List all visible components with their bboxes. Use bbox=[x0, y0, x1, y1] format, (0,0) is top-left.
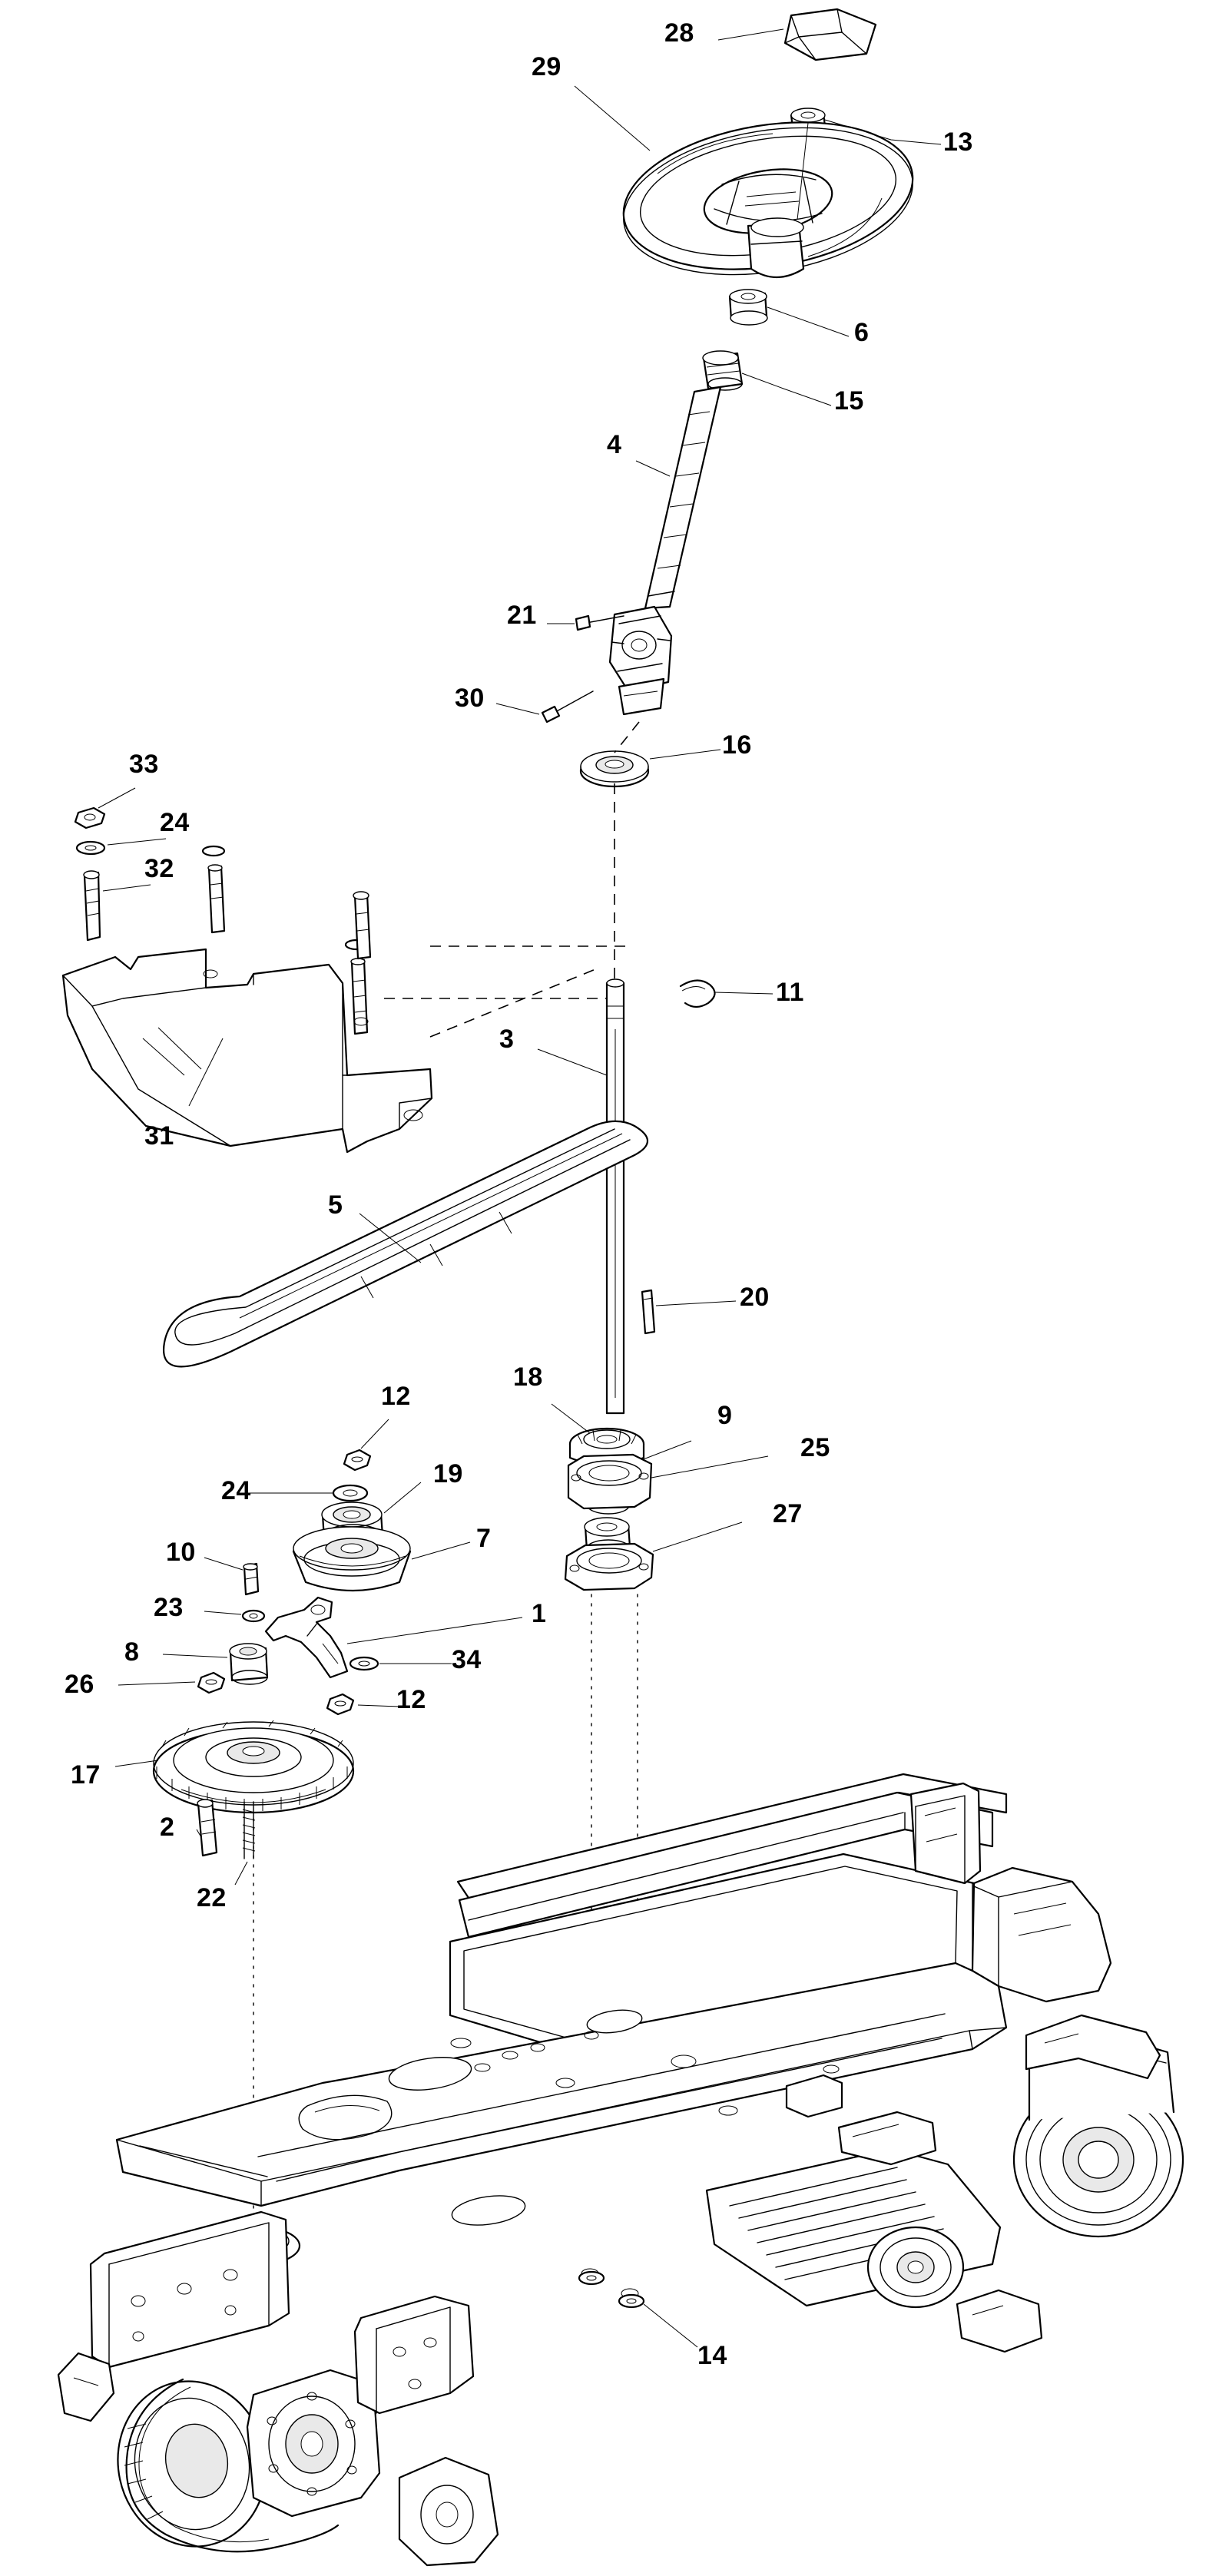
callout-28: 28 bbox=[664, 18, 694, 48]
lower-steering-shaft bbox=[607, 979, 624, 1413]
leader-26 bbox=[118, 1682, 195, 1685]
callout-15: 15 bbox=[834, 386, 864, 416]
leader-22 bbox=[235, 1862, 247, 1885]
frame-assembly bbox=[58, 1774, 1183, 2565]
leader-30 bbox=[496, 704, 539, 714]
callout-11: 11 bbox=[776, 978, 804, 1007]
leader-4 bbox=[636, 461, 670, 476]
leader-3 bbox=[538, 1049, 607, 1075]
leader-11 bbox=[714, 992, 773, 994]
nut-26 bbox=[198, 1673, 224, 1693]
u-joint-set-screw bbox=[542, 691, 593, 722]
upper-steering-shaft bbox=[645, 387, 721, 608]
flange-bearing bbox=[581, 751, 648, 786]
callout-32: 32 bbox=[144, 854, 174, 883]
leader-17 bbox=[115, 1760, 158, 1766]
leader-33 bbox=[98, 788, 135, 808]
callout-4: 4 bbox=[607, 430, 622, 459]
callout-34: 34 bbox=[452, 1645, 482, 1674]
steering-belt bbox=[164, 1121, 648, 1366]
steering-wheel-cap bbox=[785, 9, 876, 60]
leader-16 bbox=[650, 750, 721, 759]
bearing-flangette-25 bbox=[568, 1455, 651, 1508]
roll-pin bbox=[642, 1290, 654, 1333]
leader-10 bbox=[204, 1558, 243, 1570]
callout-9: 9 bbox=[717, 1401, 733, 1430]
leader-28 bbox=[718, 29, 783, 40]
callout-7: 7 bbox=[476, 1524, 492, 1553]
callout-24-top: 24 bbox=[160, 808, 190, 837]
spacer-bushing bbox=[730, 290, 767, 325]
leader-1 bbox=[347, 1617, 522, 1644]
leader-27 bbox=[653, 1522, 742, 1551]
lock-washer-24 bbox=[77, 842, 104, 854]
bolt-10 bbox=[243, 1564, 258, 1594]
carriage-bolt-32 bbox=[84, 871, 100, 940]
leader-29 bbox=[575, 86, 650, 151]
callout-5: 5 bbox=[328, 1190, 343, 1220]
leader-14 bbox=[644, 2304, 697, 2347]
callout-19: 19 bbox=[433, 1459, 463, 1488]
leader-15 bbox=[742, 373, 831, 406]
callout-22: 22 bbox=[197, 1883, 227, 1912]
callout-26: 26 bbox=[65, 1670, 94, 1699]
callout-13: 13 bbox=[943, 127, 973, 157]
nut-12-top bbox=[344, 1450, 370, 1470]
callout-20: 20 bbox=[740, 1283, 770, 1312]
callout-27: 27 bbox=[773, 1499, 803, 1528]
leader-12b bbox=[358, 1705, 399, 1707]
callout-1: 1 bbox=[532, 1599, 547, 1628]
callout-12-low: 12 bbox=[396, 1685, 426, 1714]
universal-joint bbox=[610, 607, 671, 714]
callout-8: 8 bbox=[124, 1637, 140, 1667]
align-ujoint-bearing bbox=[614, 722, 639, 753]
bolt-stack-mid bbox=[203, 846, 224, 932]
callout-24-mid: 24 bbox=[221, 1476, 251, 1505]
lower-flangette-27 bbox=[565, 1544, 653, 1590]
idler-pulley-7 bbox=[293, 1527, 410, 1591]
steering-support-bracket bbox=[63, 949, 432, 1152]
callout-3: 3 bbox=[499, 1025, 515, 1054]
callout-18: 18 bbox=[513, 1362, 543, 1392]
callout-23: 23 bbox=[154, 1593, 184, 1622]
lock-washer-24b bbox=[333, 1485, 367, 1501]
retaining-clip bbox=[681, 980, 715, 1007]
leader-32 bbox=[103, 885, 151, 891]
steering-wheel bbox=[613, 103, 923, 293]
leader-19 bbox=[384, 1482, 421, 1513]
callout-21: 21 bbox=[507, 601, 537, 630]
sprocket-17 bbox=[154, 1720, 353, 1813]
leader-18 bbox=[552, 1404, 590, 1433]
callout-16: 16 bbox=[722, 730, 752, 760]
callout-29: 29 bbox=[532, 52, 561, 81]
callout-10: 10 bbox=[166, 1538, 196, 1567]
callout-6: 6 bbox=[854, 318, 870, 347]
leader-24a bbox=[108, 839, 166, 845]
leader-20 bbox=[656, 1301, 736, 1306]
nut-12-lower bbox=[327, 1694, 353, 1714]
callout-25: 25 bbox=[800, 1433, 830, 1462]
upper-bearing-collar bbox=[703, 351, 742, 390]
spacer-8 bbox=[230, 1644, 267, 1684]
leader-23 bbox=[204, 1611, 241, 1614]
callout-33: 33 bbox=[129, 750, 159, 779]
nut-33 bbox=[75, 808, 104, 828]
callout-30: 30 bbox=[455, 684, 485, 713]
callout-12-top: 12 bbox=[381, 1382, 411, 1411]
idler-arm-1 bbox=[266, 1598, 347, 1677]
leader-7 bbox=[412, 1542, 470, 1559]
callout-2: 2 bbox=[160, 1813, 175, 1842]
leader-25 bbox=[651, 1456, 768, 1478]
callout-14: 14 bbox=[697, 2341, 727, 2370]
washer-23 bbox=[243, 1611, 264, 1621]
leader-8 bbox=[163, 1654, 227, 1657]
washer-34 bbox=[350, 1657, 378, 1670]
callout-31: 31 bbox=[144, 1121, 174, 1151]
callout-17: 17 bbox=[71, 1760, 101, 1790]
idler-pulley-frame bbox=[868, 2227, 963, 2307]
leader-6 bbox=[767, 307, 849, 336]
leader-12a bbox=[361, 1419, 389, 1449]
